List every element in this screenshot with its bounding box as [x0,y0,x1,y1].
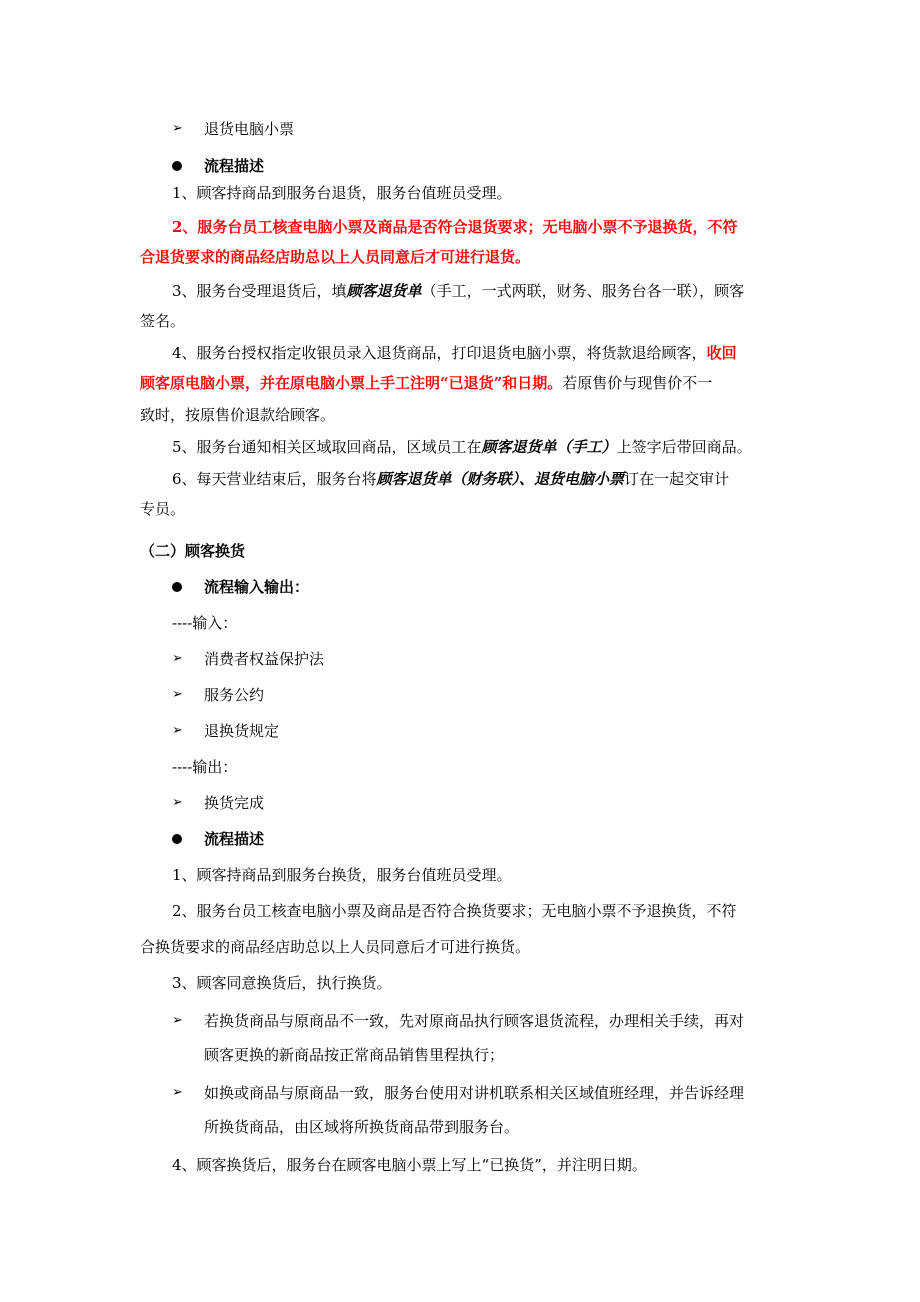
paragraph-text [140,372,712,394]
paragraph-text [172,342,737,364]
heading-text: 流程描述 [204,830,265,848]
bullet-continuation [0,1044,920,1066]
paragraph-line [0,182,920,204]
bullet-item [0,1082,920,1104]
dot-bullet-icon [172,161,182,171]
form-name: 顾客退货单 [346,282,422,300]
paragraph-text: 1、顾客持商品到服务台换货，服务台值班员受理。 [172,866,512,884]
bullet-text: 如换或商品与原商品一致，服务台使用对讲机联系相关区域值班经理，并告诉经理 [204,1084,745,1102]
bullet-text: 服务公约 [204,686,265,704]
paragraph-text: 3、顾客同意换货后，执行换货。 [172,974,392,992]
bullet-item [0,792,920,814]
bullet-text: 消费者权益保护法 [204,650,325,668]
form-name: 顾客退货单（手工） [481,438,617,456]
text-run: （手工，一式两联，财务、服务台各一联），顾客 [421,282,745,300]
paragraph-line [0,612,920,634]
bullet-text: 若换货商品与原商品不一致，先对原商品执行顾客退货流程，办理相关手续，再对 [204,1012,745,1030]
paragraph-line [0,216,920,238]
paragraph-text [172,436,752,458]
paragraph-line [0,936,920,958]
dot-bullet-icon [172,834,182,844]
paragraph-line [0,900,920,922]
highlight-text: 合退货要求的商品经店助总以上人员同意后才可进行退货。 [140,248,531,266]
arrow-bullet-icon: ➢ [172,1085,183,1100]
arrow-bullet-icon: ➢ [172,121,183,136]
paragraph-line [0,246,920,268]
highlight-text: 2、服务台员工核查电脑小票及商品是否符合退货要求；无电脑小票不予退换货，不符 [172,218,738,236]
paragraph-text: ----输入： [172,614,238,632]
bullet-item [0,684,920,706]
text-run: 上签字后带回商品。 [616,438,752,456]
paragraph-line [0,468,920,490]
arrow-bullet-icon: ➢ [172,723,183,738]
arrow-bullet-icon: ➢ [172,795,183,810]
text-run: 若原售价与现售价不一 [562,374,713,392]
paragraph-line [0,972,920,994]
paragraph-line [0,436,920,458]
section-heading [0,155,920,177]
paragraph-text: 1、顾客持商品到服务台退货，服务台值班员受理。 [172,184,512,202]
paragraph-text [172,280,744,302]
bullet-item [0,1010,920,1032]
arrow-bullet-icon: ➢ [172,1013,183,1028]
arrow-bullet-icon: ➢ [172,651,183,666]
paragraph-text: 2、服务台员工核查电脑小票及商品是否符合换货要求；无电脑小票不予退换货，不符 [172,902,737,920]
text-run: 3、服务台受理退货后，填 [172,282,347,300]
paragraph-line [0,864,920,886]
bullet-continuation [0,1116,920,1138]
highlight-text: 收回 [706,344,737,362]
text-run: 6、每天营业结束后，服务台将 [172,470,377,488]
text-run: 订在一起交审计 [624,470,730,488]
arrow-bullet-icon: ➢ [172,687,183,702]
section-heading [0,828,920,850]
paragraph-line [0,310,920,332]
paragraph-line [0,404,920,426]
bullet-text: 顾客更换的新商品按正常商品销售里程执行； [204,1046,505,1064]
paragraph-line [0,280,920,302]
paragraph-line [0,498,920,520]
subsection-title [0,540,920,562]
bullet-item [0,118,920,140]
paragraph-text: 合换货要求的商品经店助总以上人员同意后才可进行换货。 [140,938,531,956]
paragraph-text: 4、顾客换货后，服务台在顾客电脑小票上写上“已换货”，并注明日期。 [172,1156,647,1174]
bullet-item [0,648,920,670]
paragraph-line [0,342,920,364]
bullet-text: 所换货商品，由区域将所换货商品带到服务台。 [204,1118,520,1136]
paragraph-text: 专员。 [140,500,186,518]
paragraph-text: 致时，按原售价退款给顾客。 [140,406,336,424]
paragraph-text [172,468,729,490]
text-run: 5、服务台通知相关区域取回商品，区域员工在 [172,438,482,456]
paragraph-line [0,372,920,394]
bullet-text: 退换货规定 [204,722,280,740]
subsection-title-text: （二）顾客换货 [140,542,246,560]
paragraph-text: 签名。 [140,312,186,330]
heading-text: 流程输入输出： [204,578,310,596]
heading-text: 流程描述 [204,157,265,175]
paragraph-line [0,756,920,778]
dot-bullet-icon [172,582,182,592]
section-heading [0,576,920,598]
bullet-item [0,720,920,742]
bullet-text: 换货完成 [204,794,265,812]
highlight-text: 顾客原电脑小票，并在原电脑小票上手工注明“已退货”和日期。 [140,374,563,392]
paragraph-text: ----输出： [172,758,238,776]
text-run: 4、服务台授权指定收银员录入退货商品，打印退货电脑小票，将货款退给顾客， [172,344,707,362]
paragraph-line [0,1154,920,1176]
bullet-text: 退货电脑小票 [204,120,295,138]
form-name: 顾客退货单（财务联）、退货电脑小票 [376,470,625,488]
